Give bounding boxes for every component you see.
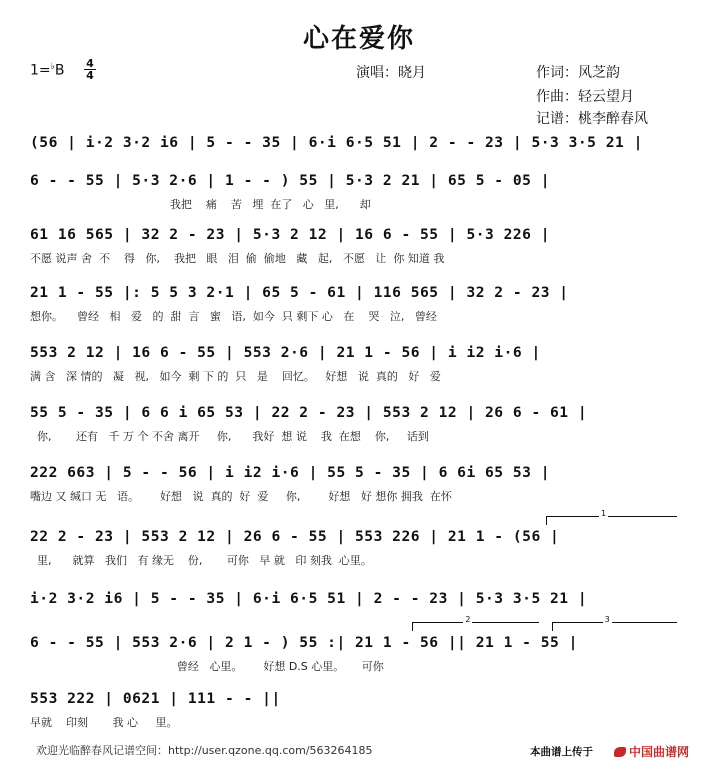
lyrics-line: 曾经 心里。 好想 D.S 心里。 可你 — [30, 660, 384, 673]
notes-line: i·2 3·2 i6 | 5 - - 35 | 6·i 6·5 51 | 2 - - 23 | 5·3 3·5 21 | — [30, 590, 588, 607]
lyrics-line: 满 含 深 情的 凝 视, 如今 剩 下 的 只 是 回忆。 好想 说 真的 好 爱 — [30, 370, 441, 383]
lyricist-credit: 作词：风芝韵 — [536, 65, 620, 81]
score-row-5 — [30, 344, 686, 386]
score-row-3 — [30, 226, 686, 268]
lyrics-line: 早就 印刻 我 心 里。 — [30, 716, 178, 729]
notes-line: 553 2 12 | 16 6 - 55 | 553 2·6 | 21 1 - 56 | i i2 i·6 | — [30, 344, 541, 361]
score-row-7 — [30, 464, 686, 506]
volta-bracket-3 — [552, 615, 677, 631]
score-row-1 — [30, 134, 686, 176]
singer-credit: 演唱：晓月 — [356, 65, 426, 81]
notes-line: 22 2 - 23 | 553 2 12 | 26 6 - 55 | 553 226 | 21 1 - (56 | — [30, 528, 560, 545]
composer-credit: 作曲：轻云望月 — [536, 89, 634, 105]
notes-line: 222 663 | 5 - - 56 | i i2 i·6 | 55 5 - 35 | 6 6i 65 53 | — [30, 464, 551, 481]
notes-line: 21 1 - 55 |: 5 5 3 2·1 | 65 5 - 61 | 116 565 | 32 2 - 23 | — [30, 284, 569, 301]
site-logo — [614, 743, 689, 760]
notes-line: (56 | i·2 3·2 i6 | 5 - - 35 | 6·i 6·5 51 | 2 - - 23 | 5·3 3·5 21 | — [30, 134, 643, 151]
lyrics-line: 想你。 曾经 相 爱 的 甜 言 蜜 语, 如今 只 剩下 心 在 哭 泣, 曾经 — [30, 310, 437, 323]
volta-number: 1 — [601, 509, 607, 518]
notes-line: 55 5 - 35 | 6 6 i 65 53 | 22 2 - 23 | 553 2 12 | 26 6 - 61 | — [30, 404, 588, 421]
time-denominator: 4 — [86, 69, 94, 82]
lyrics-line: 嘴边 又 缄口 无 语。 好想 说 真的 好 爱 你, 好想 好 想你 拥我 在怀 — [30, 490, 452, 503]
transcriber-credit: 记谱：桃李醉春风 — [536, 111, 648, 127]
score-row-10 — [30, 634, 686, 676]
score-row-2 — [30, 172, 686, 214]
score-row-8 — [30, 528, 686, 570]
footer-credit: 欢迎光临醉春风记谱空间：http://user.qzone.qq.com/563264185 — [36, 744, 373, 757]
key-prefix: 1= — [30, 62, 51, 79]
volta-number: 3 — [604, 615, 610, 624]
lyrics-line: 我把 痛 苦 埋 在了 心 里, 却 — [30, 198, 371, 211]
notes-line: 6 - - 55 | 5·3 2·6 | 1 - - ) 55 | 5·3 2 21 | 65 5 - 05 | — [30, 172, 551, 189]
flat-sign: ♭ — [50, 62, 55, 72]
logo-icon — [614, 747, 626, 757]
notes-line: 553 222 | 0621 | 111 - - || — [30, 690, 281, 707]
score-row-6 — [30, 404, 686, 446]
lyrics-line: 不愿 说声 舍 不 得 你, 我把 眼 泪 偷 偷地 藏 起, 不愿 让 你 知道 我 — [30, 252, 445, 265]
key-signature — [30, 62, 65, 79]
notes-line: 61 16 565 | 32 2 - 23 | 5·3 2 12 | 16 6 - 55 | 5·3 226 | — [30, 226, 551, 243]
upload-note: 本曲谱上传于 — [530, 746, 593, 758]
song-title: 心在爱你 — [302, 24, 415, 54]
lyrics-line: 你, 还有 千 万 个 不舍 离开 你, 我好 想 说 我 在想 你, 话到 — [30, 430, 429, 443]
lyrics-line: 里, 就算 我们 有 缘无 份, 可你 早 就 印 刻我 心里。 — [30, 554, 372, 567]
key-note: B — [54, 62, 65, 79]
volta-number: 2 — [465, 615, 471, 624]
logo-text: 中国曲谱网 — [629, 745, 690, 759]
volta-bracket-2 — [412, 615, 539, 631]
score-row-4 — [30, 284, 686, 326]
time-numerator: 4 — [84, 58, 96, 70]
score-row-11 — [30, 690, 686, 732]
volta-bracket-1 — [546, 509, 677, 525]
notes-line: 6 - - 55 | 553 2·6 | 2 1 - ) 55 :| 21 1 - 56 || 21 1 - 55 | — [30, 634, 578, 651]
time-signature — [84, 58, 96, 81]
